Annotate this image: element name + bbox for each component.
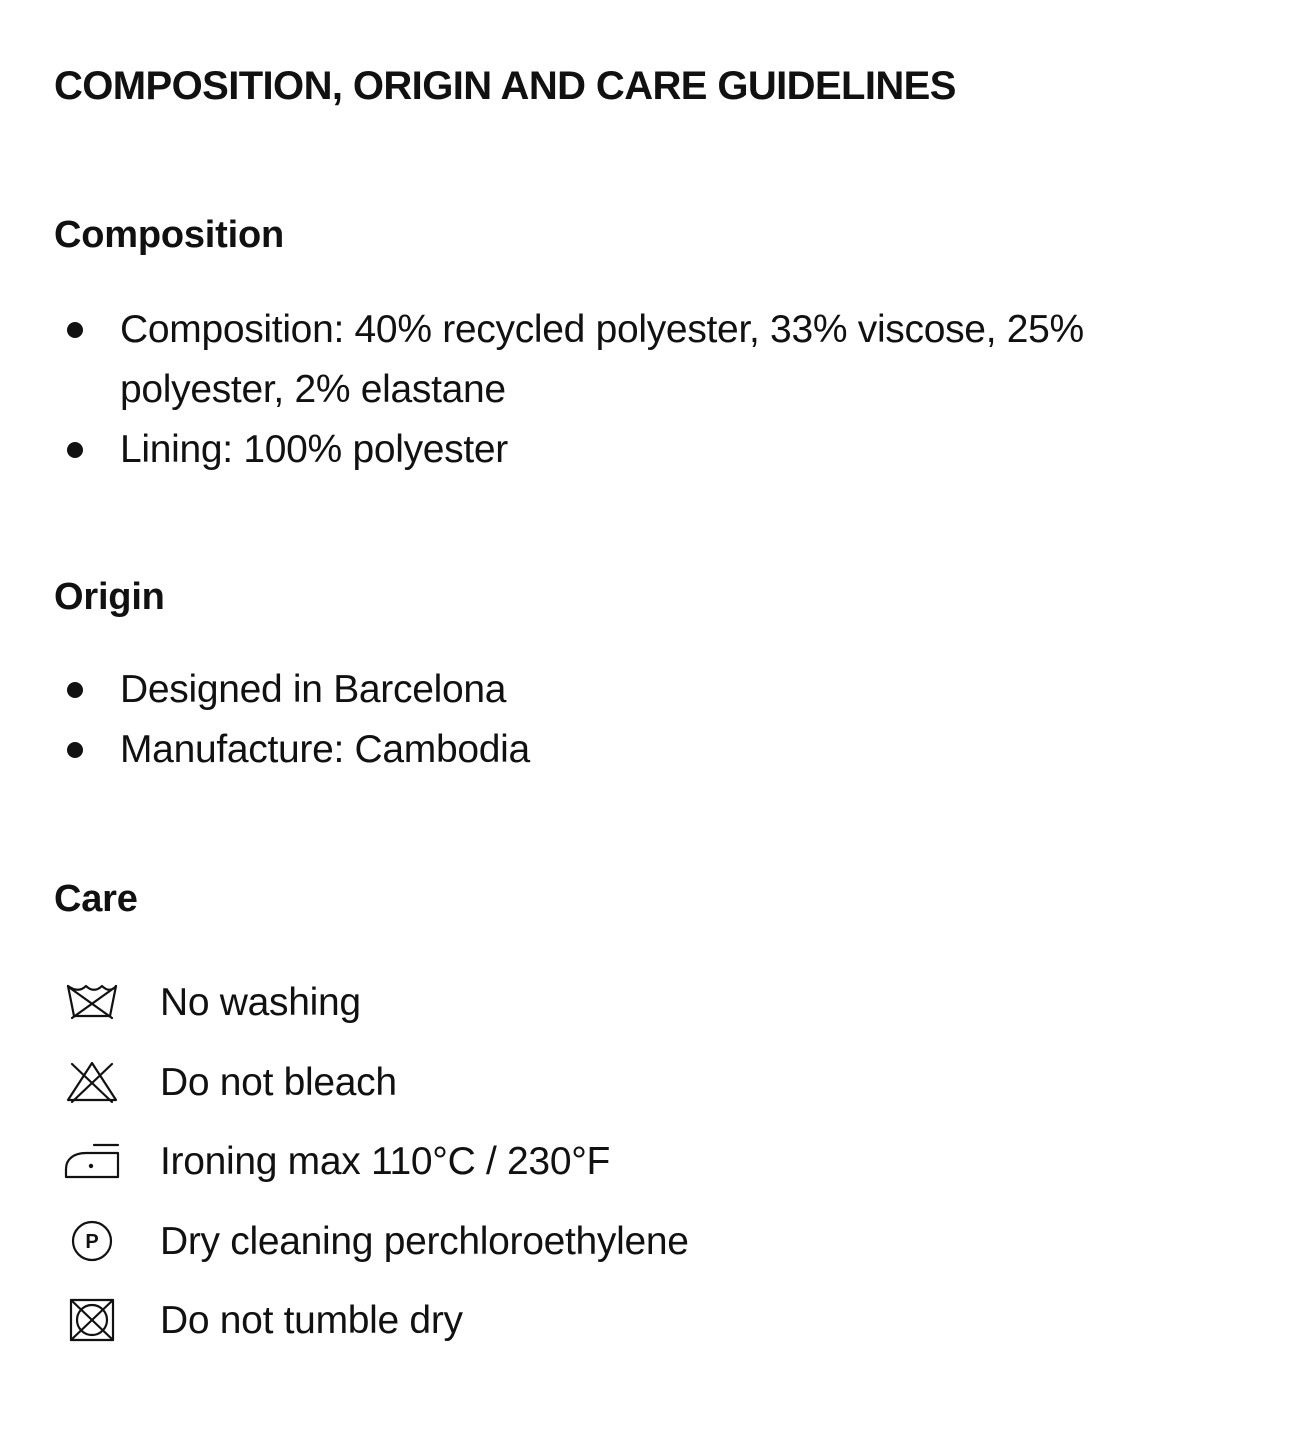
- iron-low-icon: [64, 1139, 120, 1183]
- care-label: Ironing max 110°C / 230°F: [160, 1140, 611, 1183]
- care-heading: Care: [54, 878, 138, 920]
- list-item: [54, 300, 1234, 420]
- list-item-text: Lining: 100% polyester: [120, 428, 508, 471]
- list-item: [54, 660, 1234, 720]
- no-bleach-icon: [64, 1060, 120, 1104]
- list-item: [54, 420, 1234, 480]
- bullet-icon: [67, 442, 83, 458]
- care-label: No washing: [160, 981, 361, 1024]
- bullet-icon: [67, 682, 83, 698]
- bullet-icon: [67, 742, 83, 758]
- origin-list: [54, 660, 1234, 780]
- care-label: Do not tumble dry: [160, 1299, 463, 1342]
- composition-list: [54, 300, 1234, 480]
- list-item: [54, 720, 1234, 780]
- no-washing-icon: [64, 980, 120, 1024]
- dry-clean-p-icon: [64, 1219, 120, 1263]
- list-item-text: Composition: 40% recycled polyester, 33% viscose, 25% polyester, 2% elastane: [120, 308, 1084, 411]
- origin-heading: Origin: [54, 576, 165, 618]
- no-tumble-dry-icon: [64, 1298, 120, 1342]
- bullet-icon: [67, 322, 83, 338]
- list-item-text: Designed in Barcelona: [120, 668, 507, 711]
- care-label: Dry cleaning perchloroethylene: [160, 1219, 689, 1263]
- svg-text:P: P: [85, 1230, 99, 1253]
- care-label: Do not bleach: [160, 1060, 397, 1104]
- list-item-text: Manufacture: Cambodia: [120, 728, 530, 771]
- composition-heading: Composition: [54, 214, 284, 256]
- page-title: COMPOSITION, ORIGIN AND CARE GUIDELINES: [54, 64, 956, 108]
